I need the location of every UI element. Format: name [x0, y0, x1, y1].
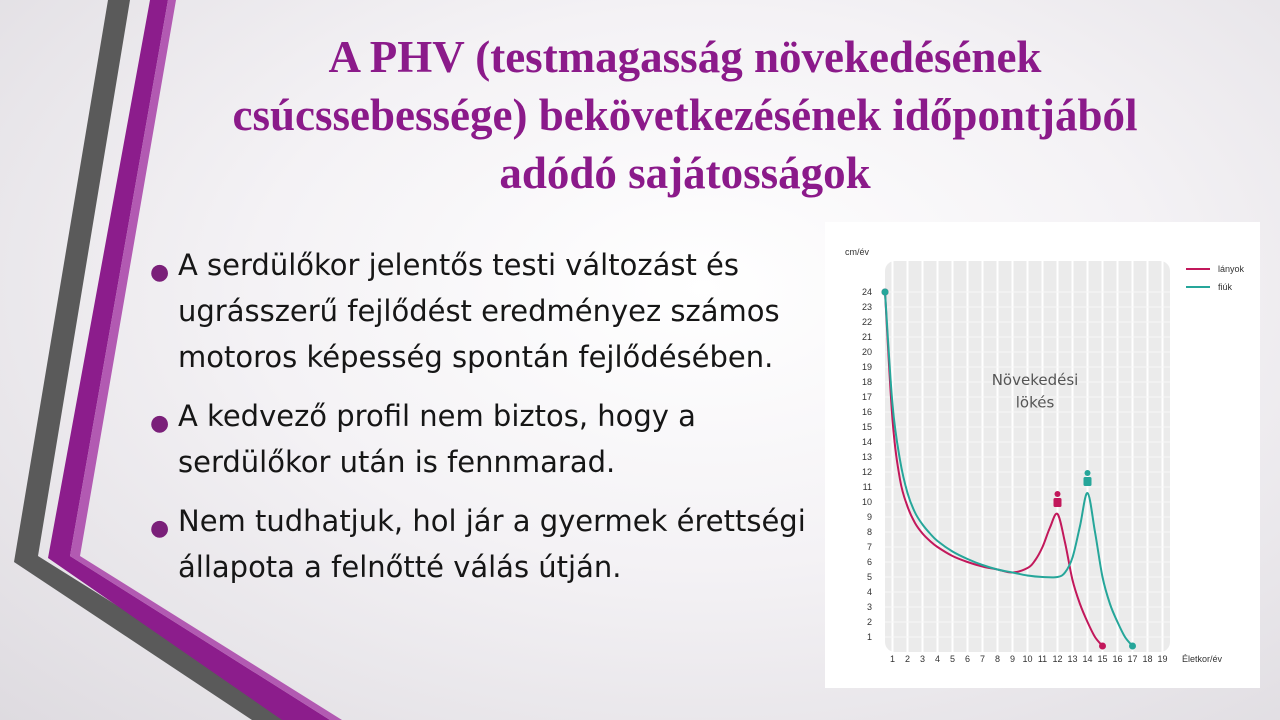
bullet-item — [148, 498, 808, 590]
peak-figure-body-icon — [1084, 477, 1092, 486]
y-tick-label: 13 — [861, 452, 872, 462]
y-tick-label: 23 — [861, 302, 872, 312]
series-start-point — [882, 289, 889, 296]
x-tick-label: 15 — [1097, 654, 1108, 664]
x-tick-label: 12 — [1052, 654, 1063, 664]
x-tick-label: 5 — [949, 654, 956, 664]
series-end-point — [1129, 643, 1136, 650]
bullet-item — [148, 393, 808, 485]
x-tick-label: 10 — [1022, 654, 1033, 664]
y-tick-label: 9 — [866, 512, 872, 522]
series-end-point — [1099, 643, 1106, 650]
y-tick-label: 19 — [861, 362, 872, 372]
legend-label: lányok — [1218, 264, 1245, 274]
y-tick-label: 2 — [866, 617, 872, 627]
y-tick-label: 11 — [862, 482, 872, 492]
slide-title: A PHV (testmagasság növekedésének csúcssebessége) bekövetkezésének időpontjából adódó sajátosságok — [232, 32, 1138, 198]
x-tick-label: 4 — [934, 654, 941, 664]
y-tick-label: 4 — [866, 587, 872, 597]
x-tick-label: 13 — [1067, 654, 1078, 664]
y-tick-label: 20 — [861, 347, 872, 357]
growth-chart-svg — [825, 222, 1260, 688]
y-tick-label: 17 — [861, 392, 872, 402]
peak-figure-head-icon — [1085, 470, 1091, 476]
peak-figure-body-icon — [1054, 498, 1062, 507]
annotation-line: lökés — [1015, 393, 1055, 412]
bullet-icon: ● — [150, 411, 170, 436]
bullet-list — [148, 242, 808, 603]
x-tick-label: 8 — [994, 654, 1001, 664]
bullet-text: Nem tudhatjuk, hol jár a gyermek érettségi állapota a felnőtté válás útján. — [178, 504, 806, 584]
y-tick-label: 22 — [861, 317, 872, 327]
bullet-icon: ● — [150, 516, 170, 541]
legend-label: fiúk — [1218, 282, 1233, 292]
y-axis-label: cm/év — [845, 247, 870, 257]
x-tick-label: 17 — [1127, 654, 1138, 664]
y-tick-label: 3 — [866, 602, 872, 612]
x-tick-label: 1 — [889, 654, 896, 664]
x-tick-label: 3 — [919, 654, 926, 664]
y-tick-label: 24 — [861, 287, 872, 297]
annotation-line: Növekedési — [991, 371, 1079, 389]
x-tick-label: 19 — [1157, 654, 1168, 664]
y-tick-label: 12 — [861, 467, 872, 477]
x-tick-label: 9 — [1009, 654, 1016, 664]
bullet-icon: ● — [150, 260, 170, 285]
bullet-text: A serdülőkor jelentős testi változást és ugrásszerű fejlődést eredményez számos motoros képesség spontán fejlődésében. — [178, 248, 780, 374]
y-tick-label: 16 — [861, 407, 872, 417]
y-tick-label: 8 — [866, 527, 872, 537]
x-tick-label: 16 — [1112, 654, 1123, 664]
bullet-item — [148, 242, 808, 380]
growth-chart — [825, 222, 1260, 688]
x-tick-label: 6 — [964, 654, 971, 664]
x-tick-label: 2 — [904, 654, 911, 664]
y-tick-label: 5 — [866, 572, 872, 582]
y-tick-label: 14 — [861, 437, 872, 447]
y-tick-label: 15 — [861, 422, 872, 432]
x-tick-label: 7 — [979, 654, 986, 664]
peak-figure-head-icon — [1055, 491, 1061, 497]
y-tick-label: 1 — [866, 632, 872, 642]
y-tick-label: 6 — [866, 557, 872, 567]
x-tick-label: 14 — [1082, 654, 1093, 664]
bullet-text: A kedvező profil nem biztos, hogy a serdülőkor után is fennmarad. — [178, 399, 696, 479]
y-tick-label: 10 — [861, 497, 872, 507]
x-tick-label: 11 — [1037, 654, 1048, 664]
x-tick-label: 18 — [1142, 654, 1153, 664]
y-tick-label: 7 — [866, 542, 872, 552]
x-axis-label: Életkor/év — [1182, 654, 1223, 664]
y-tick-label: 18 — [861, 377, 872, 387]
y-tick-label: 21 — [861, 332, 872, 342]
